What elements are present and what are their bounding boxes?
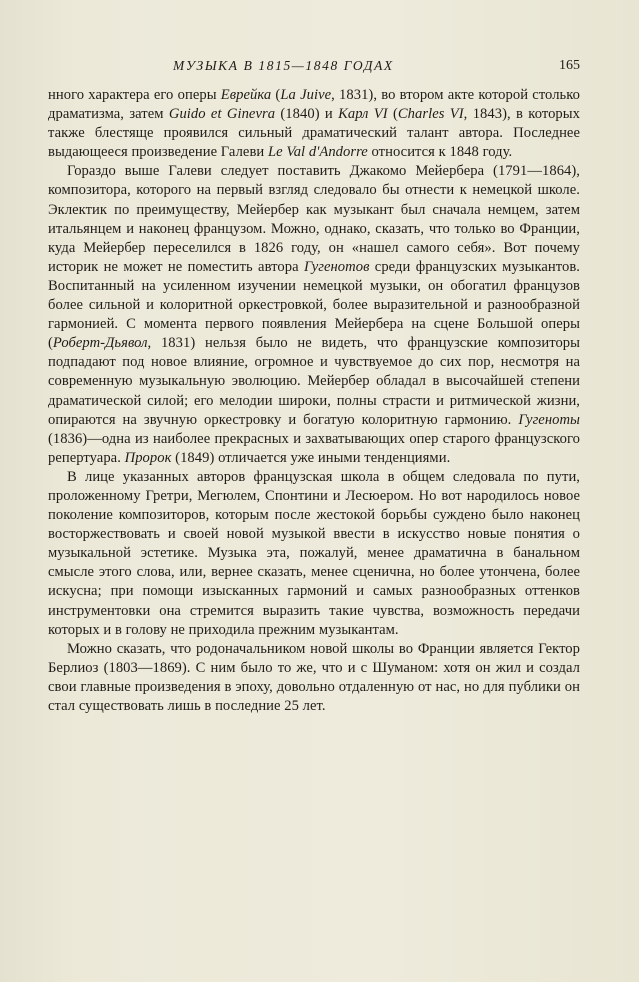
italic-title: Карл VI <box>338 106 388 123</box>
italic-title: Роберт-Дьявол <box>52 335 148 352</box>
paragraph-2 <box>48 162 580 468</box>
italic-title: Guido et Ginevra <box>168 106 276 123</box>
body-text <box>48 86 580 716</box>
paragraph-1 <box>48 86 580 162</box>
italic-title: Гугенотов <box>303 258 370 275</box>
text-run: (1836)—одна из наиболее прекрасных и захватывающих опер старого французского репертуара. <box>48 430 580 466</box>
paragraph-4 <box>48 640 580 716</box>
italic-title: Еврейка <box>220 87 272 103</box>
running-head <box>48 58 580 80</box>
italic-title: Charles VI <box>397 106 464 123</box>
italic-title: Гугеноты <box>518 411 580 428</box>
text-run: Гораздо выше Галеви следует поставить Джакомо Мейербера (1791—1864), композитора, которого на первый взгляд следовало бы отнести к немецкой школе. Эклектик по преимуществу, Мейербер как музыкант был сначала немцем, затем итальянцем и наконец французом. Можно, однако, сказать, что только во Франции, куда Мейербер переселился в 1826 году, он «нашел самого себя». Вот почему историк не может не поместить автора <box>48 163 580 275</box>
text-run: относится к 1848 году. <box>367 144 513 161</box>
page-number: 165 <box>559 58 580 73</box>
text-run: нного характера его оперы <box>48 87 221 103</box>
text-run: В лице указанных авторов французская школа в общем следовала по пути, проложенному Гретри, Мегюлем, Спонтини и Лесюером. Но вот народилось новое поколение композиторов, которым после жестокой борьбы суждено было наконец восторжествовать и своей новой музыкой ввести в искусство новые понятия о музыкальной эстетике. Музыка эта, пожалуй, менее драматична в банальном смысле этого слова, или, вернее сказать, менее сценична, но более утончена, более искусна; при помощи изысканных гармоний и самых разнообразных оттенков инструментовки она стремится выразить такие чувства, возможность передачи которых и в голову не приходила прежним музыкантам. <box>48 468 580 638</box>
italic-title: Пророк <box>124 449 172 466</box>
text-run: (1849) отличается уже иными тенденциями. <box>171 449 451 466</box>
text-run: среди французских музыкантов. Воспитанный на усиленном изучении немецкой музыки, он обогатил французов более сильной и колоритной оркестровкой, более выразительной и разнообразной гармонией. С момента первого появления Мейербера на сцене Большой оперы ( <box>48 258 581 352</box>
text-run: ( <box>271 87 281 103</box>
running-title: МУЗЫКА В 1815—1848 ГОДАХ <box>173 58 394 73</box>
text-run: (1840) и <box>275 106 339 123</box>
text-run: ( <box>387 106 398 123</box>
text-run: , 1831), во втором акте которой столько драматизма, затем <box>48 87 580 123</box>
text-run: , 1843), в которых также блестяще проявился сильный драматический талант автора. Последнее выдающееся произведение Галеви <box>48 106 580 161</box>
italic-title: Le Val d'Andorre <box>267 144 368 161</box>
italic-title: La Juive <box>280 87 332 103</box>
text-run: , 1831) нельзя было не видеть, что французские композиторы подпадают под новое влияние, огромное и чувствуемое до сих пор, несмотря на современную музыкальную эволюцию. Мейербер обладал в высочайшей степени драматической силой; его мелодии широки, полны страсти и ритмической жизни, опираются на звучную оркестровку и богатую колоритную гармонию. <box>48 335 580 428</box>
text-run: Можно сказать, что родоначальником новой школы во Франции является Гектор Берлиоз (1803—1869). С ним было то же, что и с Шуманом: хотя он жил и создал свои главные произведения в эпоху, довольно отдаленную от нас, но для публики он стал существовать лишь в последние 25 лет. <box>48 640 580 714</box>
paragraph-3 <box>48 468 580 640</box>
